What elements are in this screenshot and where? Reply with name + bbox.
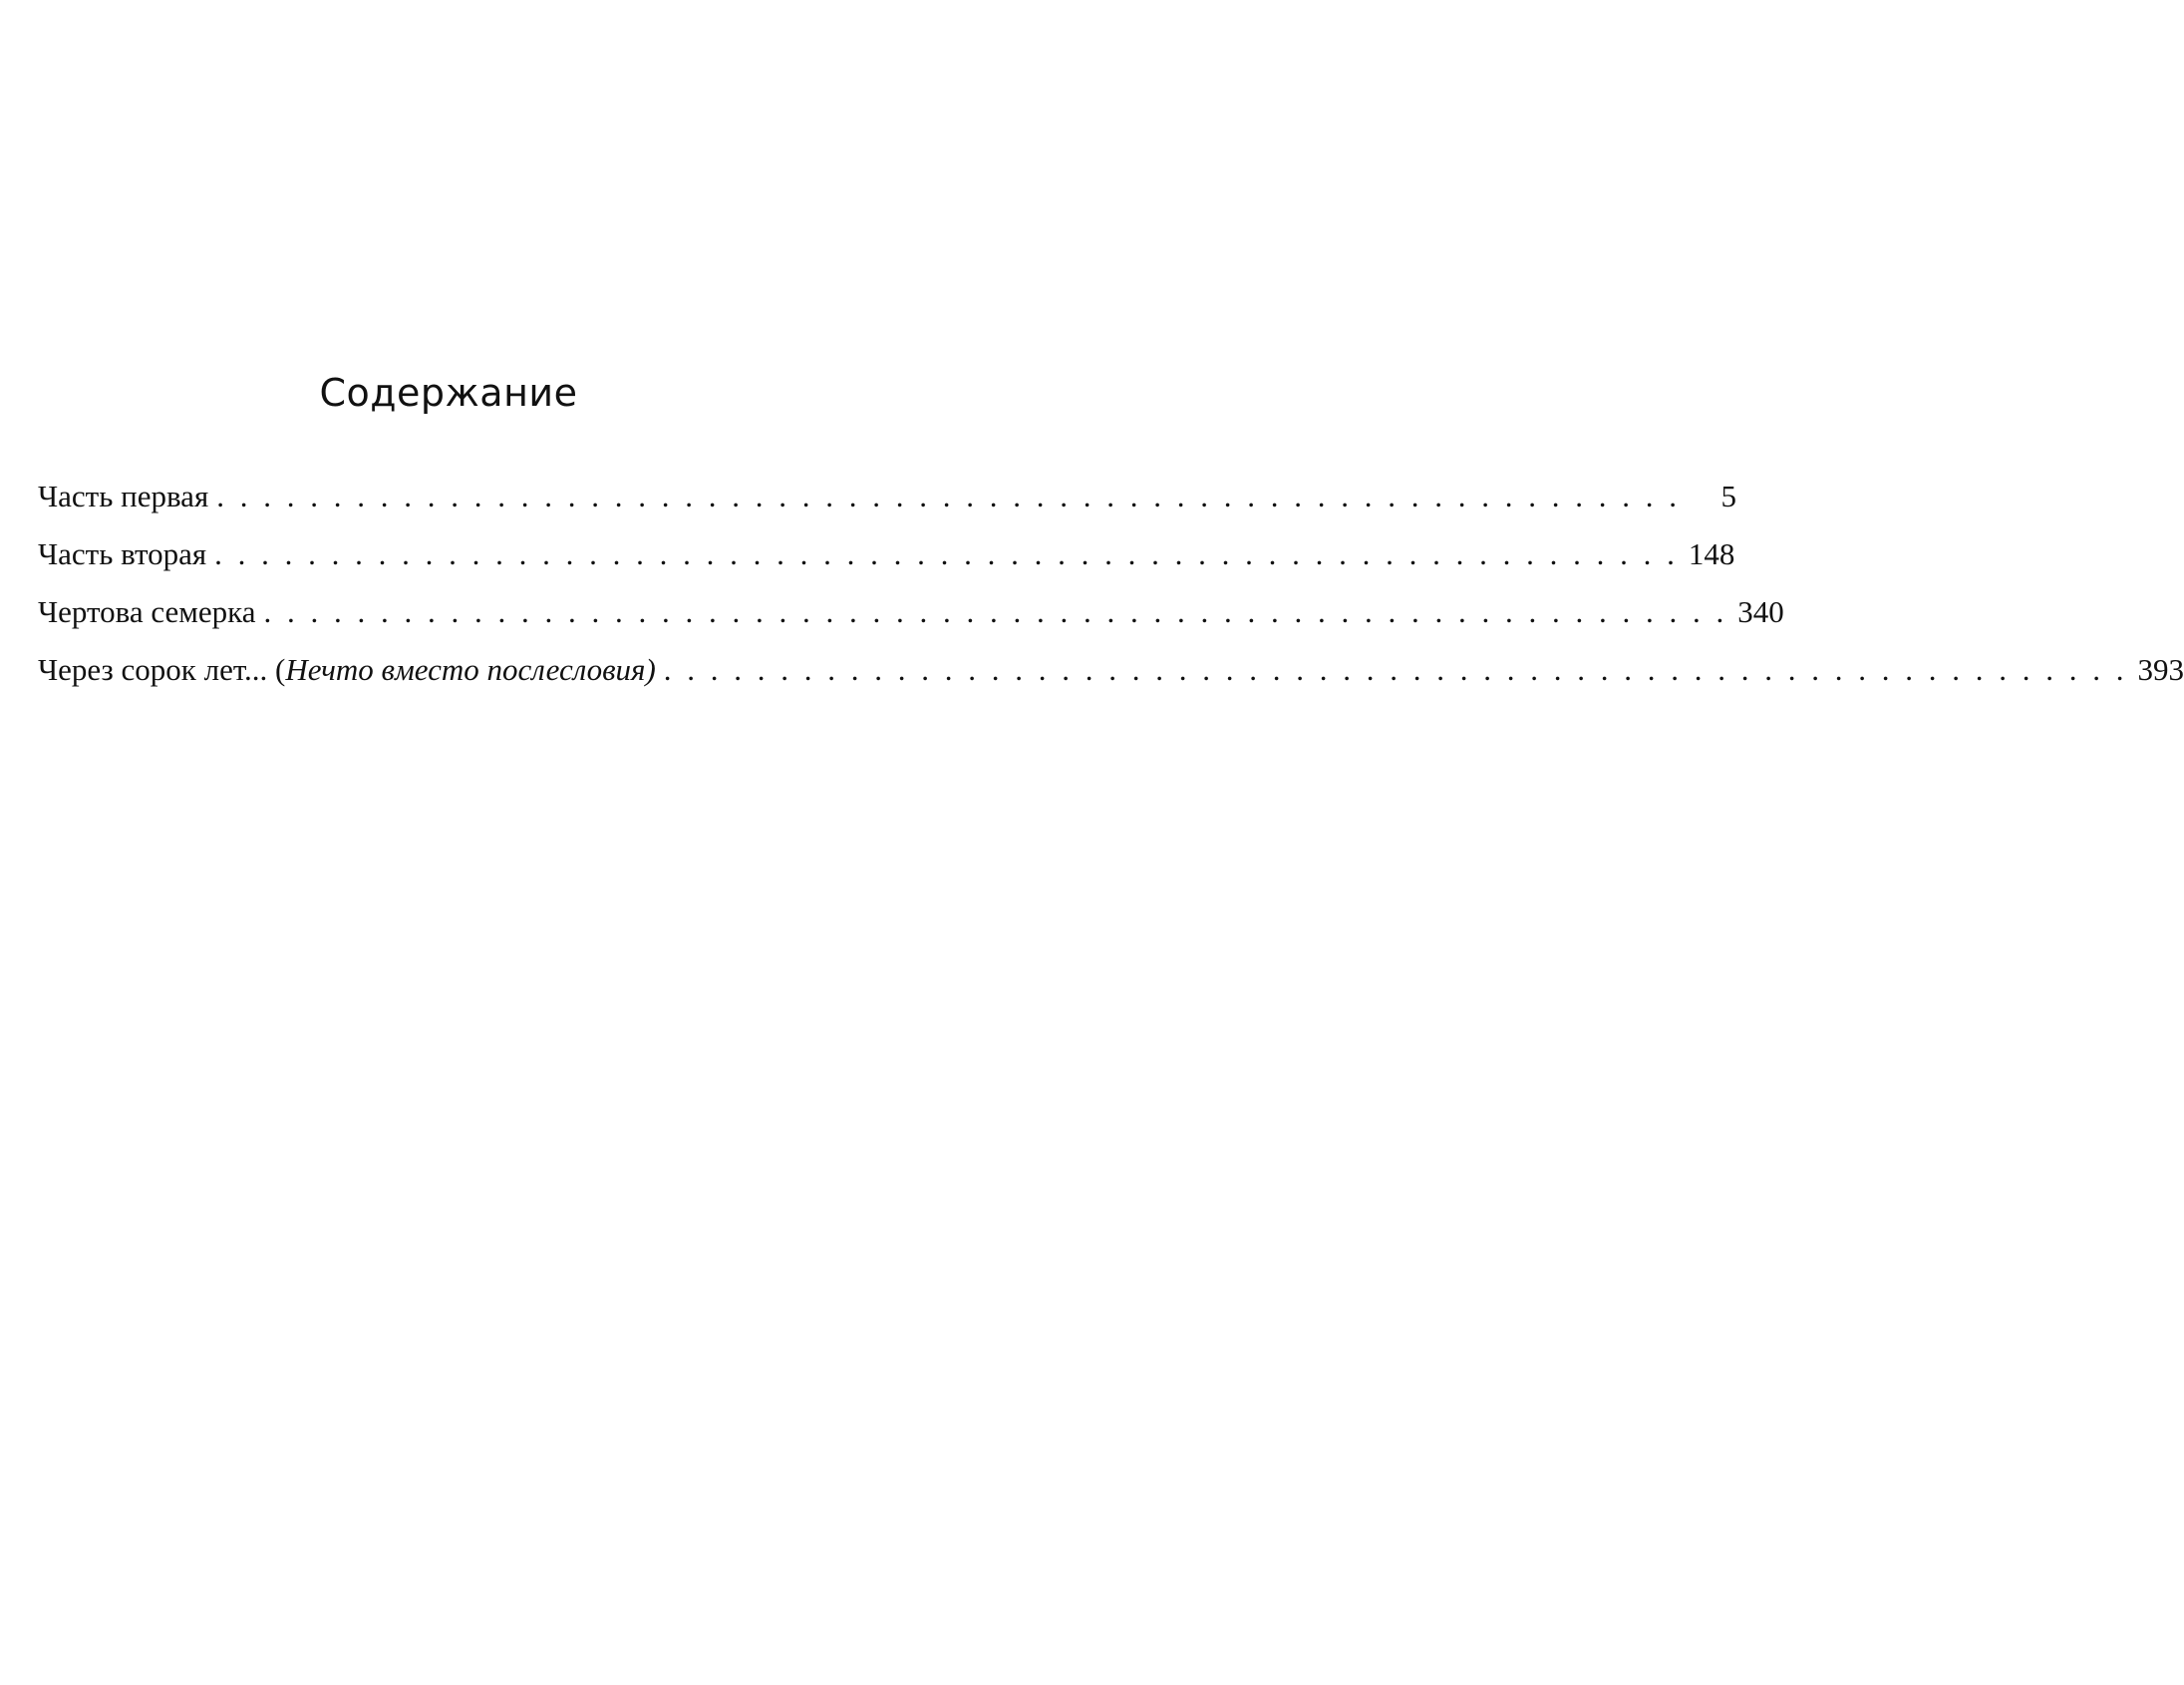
toc-entry-label: Часть вторая: [38, 536, 207, 571]
toc-entry-page-number: 393: [2137, 652, 2184, 687]
toc-entry-page-number: 148: [1688, 536, 1735, 571]
dot-leader: . . . . . . . . . . . . . . . . . . . . . . . . . . . . . . . . . . . . . . . . . . . . . . . . . . . . . . . . . . . . . . .: [214, 536, 1679, 571]
toc-entry[interactable]: [38, 536, 1735, 594]
dot-leader: . . . . . . . . . . . . . . . . . . . . . . . . . . . . . . . . . . . . . . . . . . . . . . . . . . . . . . . . . . . . . . .: [263, 594, 1728, 629]
toc-entry-label-italic: Нечто вместо послесловия): [285, 652, 656, 687]
page-title: Содержание: [319, 371, 578, 415]
toc-entry-label: Через сорок лет... (Нечто вместо послесловия): [38, 652, 656, 687]
toc-entry[interactable]: [38, 594, 1784, 652]
toc-entry-label: Чертова семерка: [38, 594, 256, 629]
toc-entry-label: Часть первая: [38, 479, 209, 513]
toc-entry[interactable]: [38, 652, 2184, 710]
table-of-contents: [38, 479, 2184, 710]
toc-entry[interactable]: [38, 479, 1736, 536]
dot-leader: . . . . . . . . . . . . . . . . . . . . . . . . . . . . . . . . . . . . . . . . . . . . . . . . . . . . . . . . . . . . . . .: [663, 652, 2128, 687]
dot-leader: . . . . . . . . . . . . . . . . . . . . . . . . . . . . . . . . . . . . . . . . . . . . . . . . . . . . . . . . . . . . . . .: [216, 479, 1681, 513]
toc-entry-page-number: 5: [1720, 479, 1736, 513]
toc-entry-page-number: 340: [1737, 594, 1784, 629]
